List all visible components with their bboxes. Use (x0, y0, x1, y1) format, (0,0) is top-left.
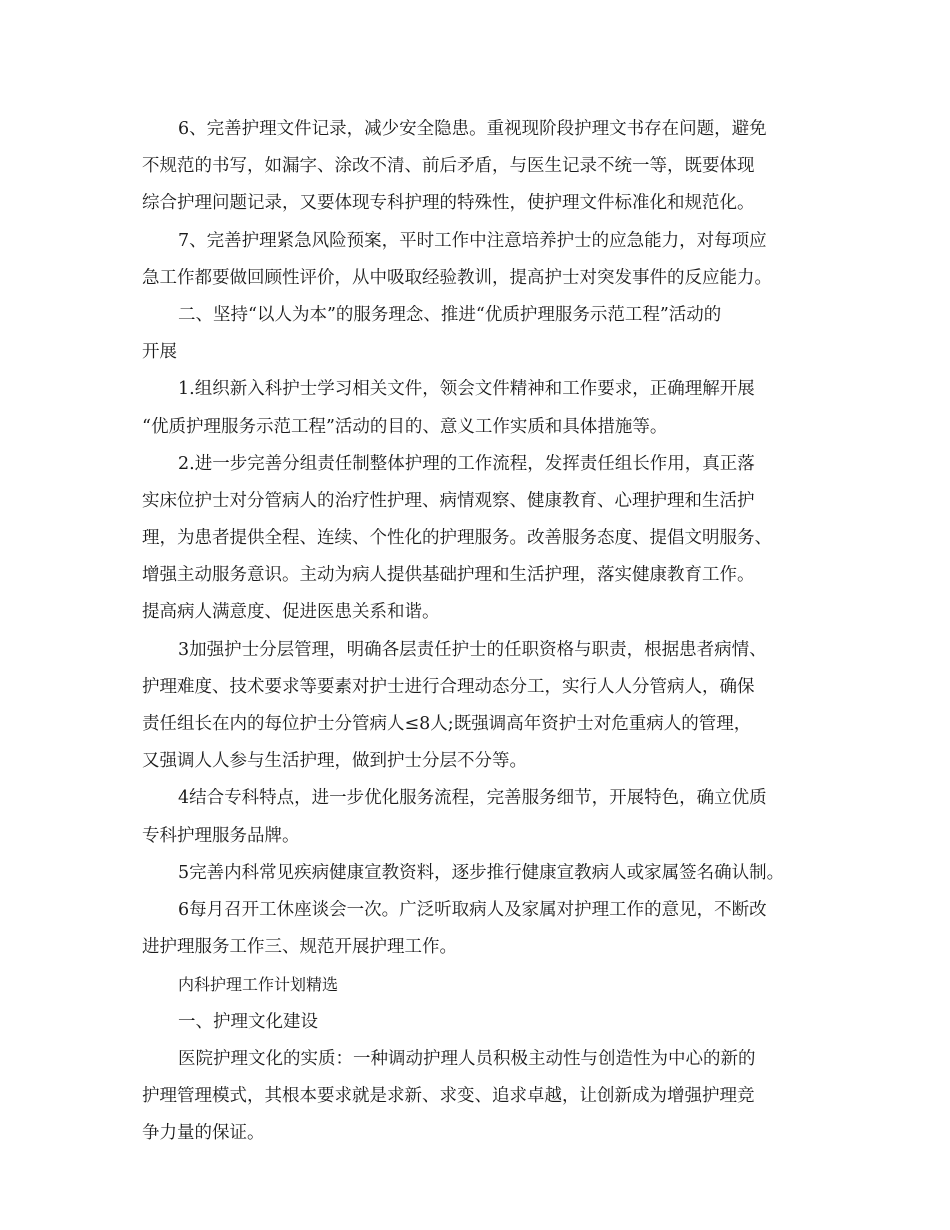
section-heading: 一、护理文化建设 (178, 1011, 318, 1032)
text-line: 综合护理问题记录，又要体现专科护理的特殊性，使护理文件标准化和规范化。 (142, 193, 755, 214)
text-line: 2.进一步完善分组责任制整体护理的工作流程，发挥责任组长作用，真正落 (178, 453, 755, 474)
text-line: 6每月召开工休座谈会一次。广泛听取病人及家属对护理工作的意见，不断改 (178, 899, 767, 920)
text-line: 责任组长在内的每位护士分管病人≤8人;既强调高年资护士对危重病人的管理， (142, 714, 752, 734)
document-body (142, 111, 822, 1152)
text-line: 急工作都要做回顾性评价，从中吸取经验教训，提高护士对突发事件的反应能力。 (142, 267, 772, 288)
section-heading: 二、坚持“以人为本”的服务理念、推进“优质护理服务示范工程”活动的 (178, 304, 722, 325)
text-line: 不规范的书写，如漏字、涂改不清、前后矛盾，与医生记录不统一等，既要体现 (142, 156, 755, 177)
text-line: 又强调人人参与生活护理，做到护士分层不分等。 (142, 751, 527, 772)
text-line: 提高病人满意度、促进医患关系和谐。 (142, 602, 440, 623)
text-line: 护理管理模式，其根本要求就是求新、求变、追求卓越，让创新成为增强护理竞 (142, 1085, 755, 1106)
text-line: 理，为患者提供全程、连续、个性化的护理服务。改善服务态度、提倡文明服务、 (142, 528, 772, 549)
text-line: 护理难度、技术要求等要素对护士进行合理动态分工，实行人人分管病人，确保 (142, 676, 755, 697)
text-line: 5完善内科常见疾病健康宣教资料，逐步推行健康宣教病人或家属签名确认制。 (178, 862, 785, 883)
text-line: 6、完善护理文件记录，减少安全隐患。重视现阶段护理文书存在问题，避免 (178, 119, 767, 139)
text-line: 进护理服务工作三、规范开展护理工作。 (142, 937, 457, 958)
text-line: 争力量的保证。 (142, 1123, 265, 1144)
text-line: 医院护理文化的实质：一种调动护理人员积极主动性与创造性为中心的新的 (178, 1048, 756, 1069)
text-line: 3加强护士分层管理，明确各层责任护士的任职资格与职责，根据患者病情、 (178, 639, 767, 660)
subtitle: 内科护理工作计划精选 (178, 975, 339, 995)
text-line: “优质护理服务示范工程”活动的目的、意义工作实质和具体措施等。 (142, 416, 668, 437)
text-line: 4结合专科特点，进一步优化服务流程，完善服务细节，开展特色，确立优质 (178, 788, 767, 809)
text-line: 增强主动服务意识。主动为病人提供基础护理和生活护理，落实健康教育工作。 (142, 565, 755, 586)
text-line: 7、完善护理紧急风险预案，平时工作中注意培养护士的应急能力，对每项应 (178, 230, 767, 251)
section-heading-continued: 开展 (142, 342, 177, 363)
text-line: 专科护理服务品牌。 (142, 825, 300, 846)
text-line: 实床位护士对分管病人的治疗性护理、病情观察、健康教育、心理护理和生活护 (142, 490, 755, 511)
text-line: 1.组织新入科护士学习相关文件，领会文件精神和工作要求，正确理解开展 (178, 379, 755, 400)
